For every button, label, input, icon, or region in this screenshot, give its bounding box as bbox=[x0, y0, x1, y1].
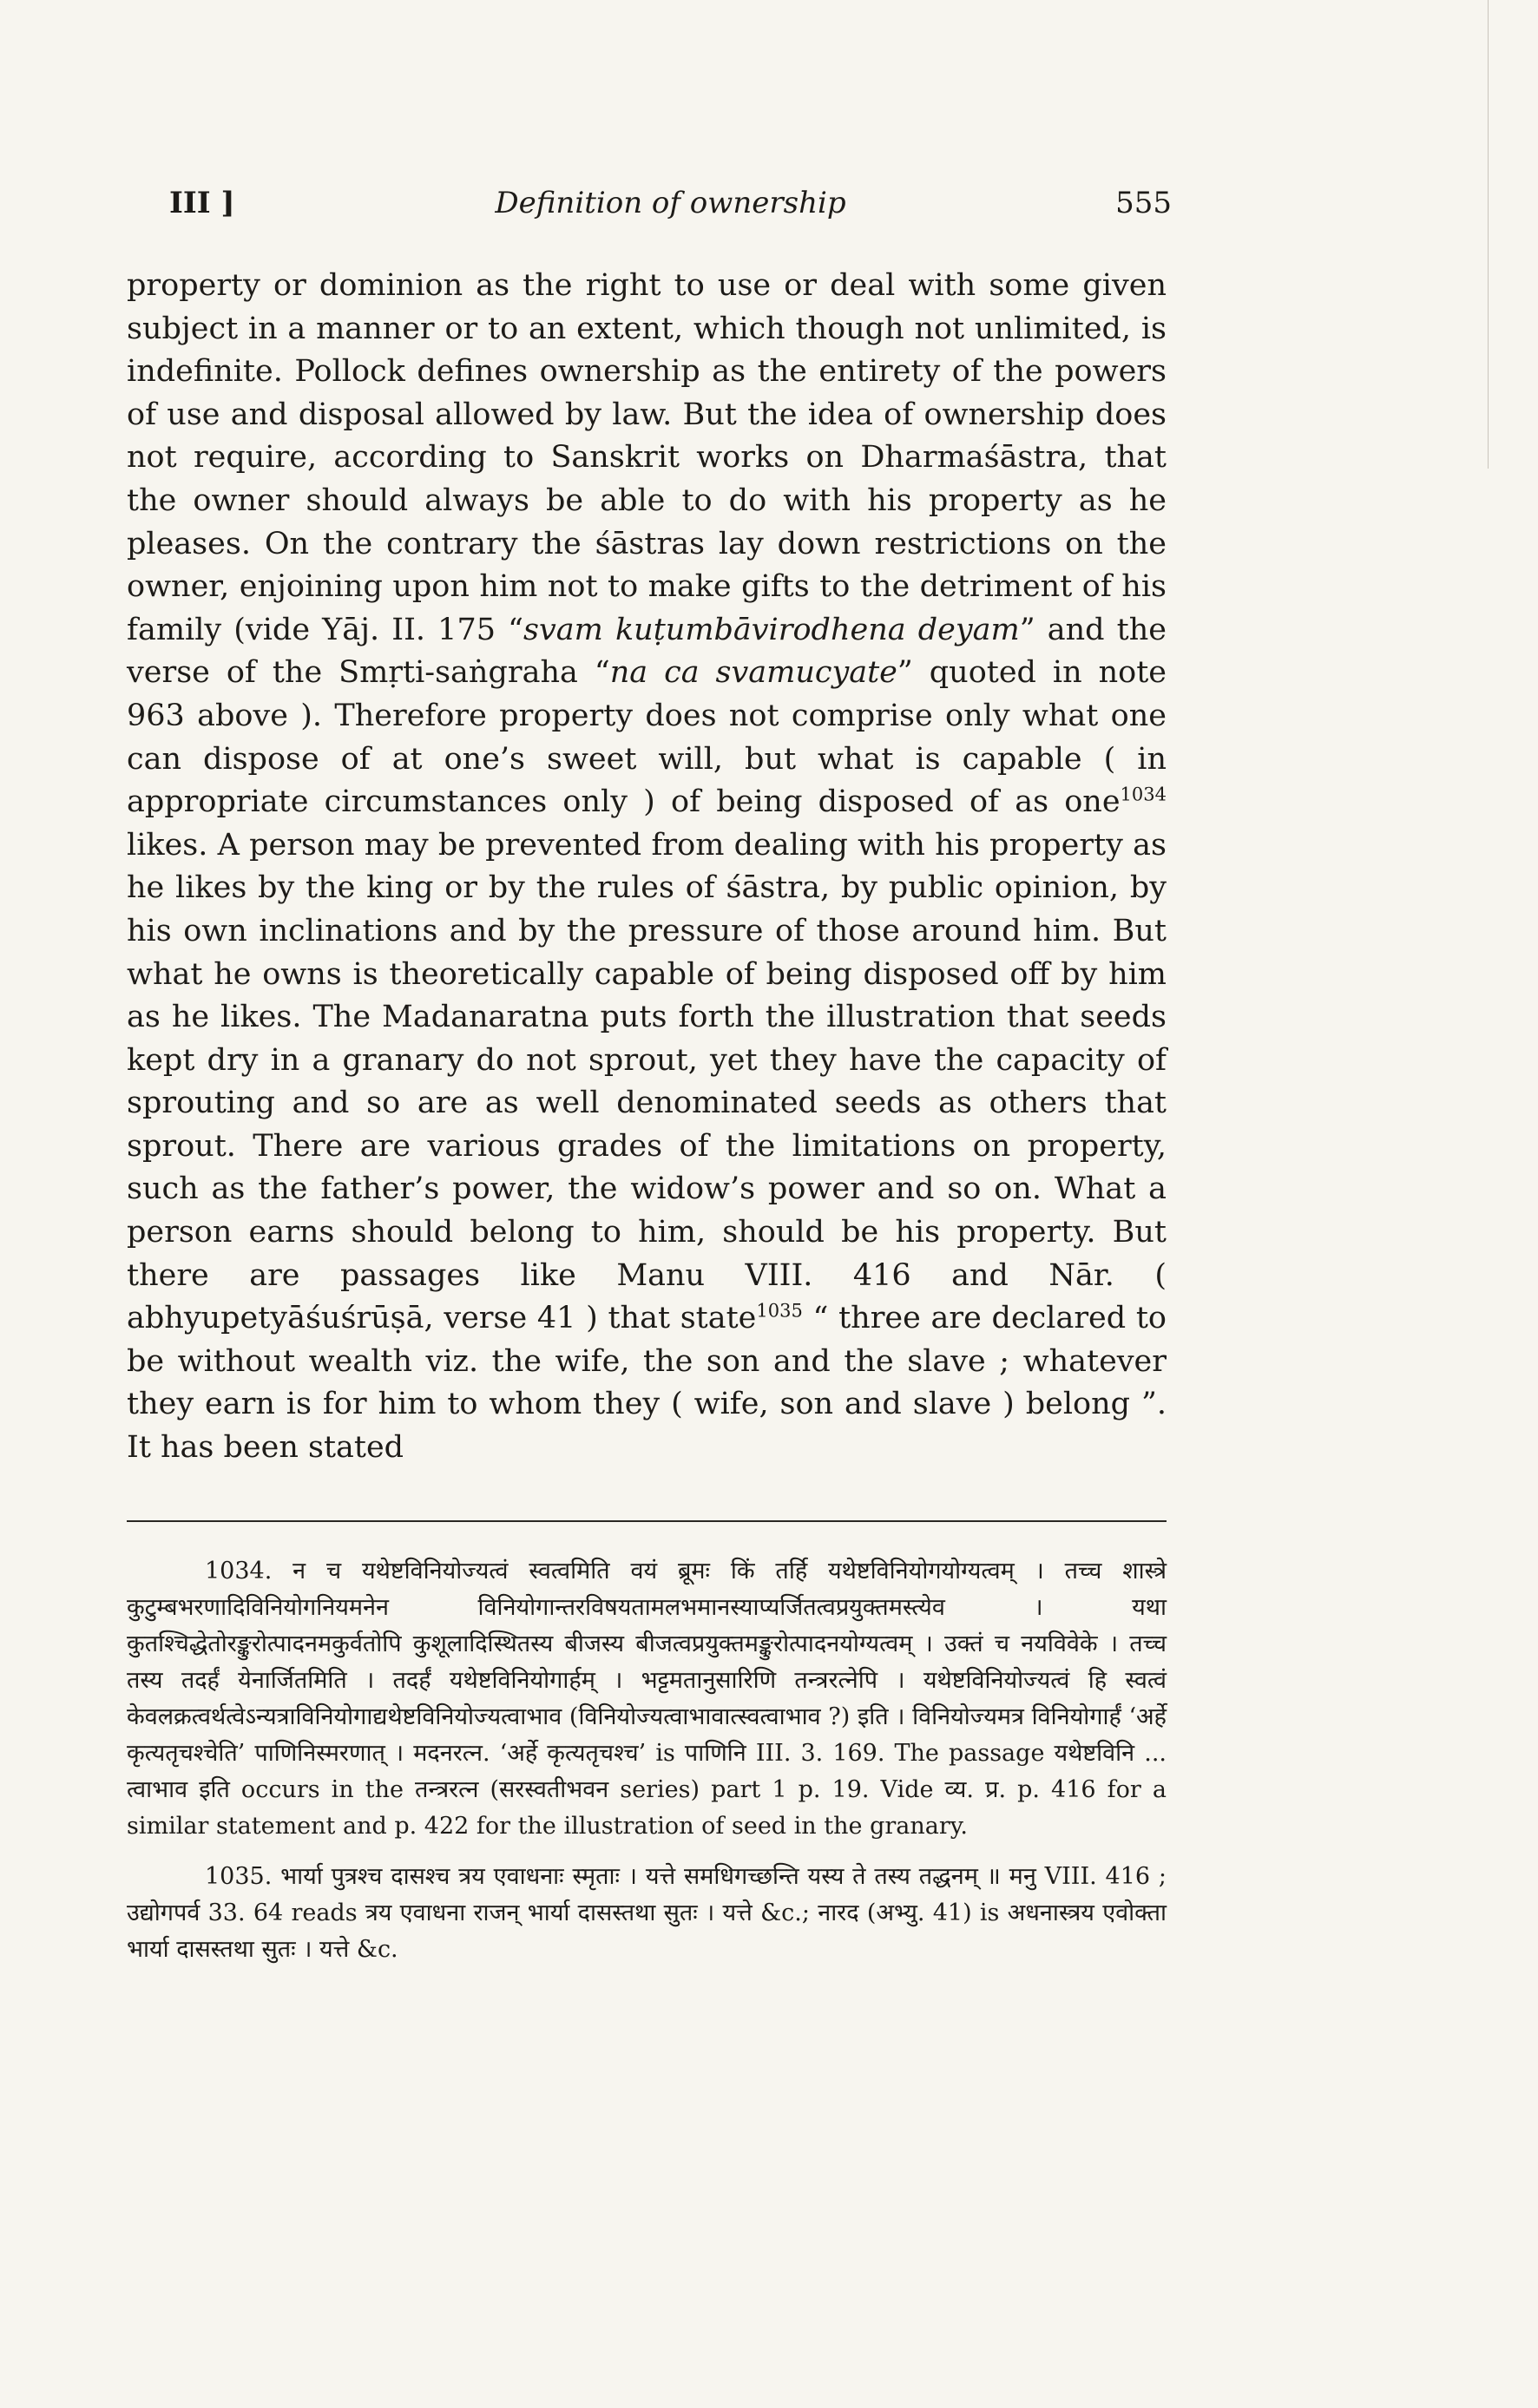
running-title: Definition of ownership bbox=[495, 186, 846, 220]
footnote-divider bbox=[127, 1520, 1167, 1522]
quoted-sanskrit: na ca svamucyate bbox=[609, 655, 897, 691]
text-run: likes. A person may be prevented from dealing with his property as he likes by the king or by the rules of śāstra, by public opinion, by his own inclinations and by the pressure of those around him. But what he owns is theoretically capable of being disposed off by him as he likes. The Madanaratna puts forth the illustration that seeds kept dry in a granary do not sprout, yet they have the capacity of sprouting and so are as well denominated seeds as others that sprout. There are various grades of the limitations on property, such as the father’s power, the widow’s power and so on. What a person earns should belong to him, should be his property. But there are passages like Manu VIII. 416 and Nār. ( abhyupetyāśuśrūṣā, verse 41 ) that state bbox=[127, 827, 1167, 1336]
main-text bbox=[127, 265, 1167, 1470]
footnote-1034: 1034. न च यथेष्टविनियोज्यत्वं स्वत्वमिति वयं ब्रूमः किं तर्हि यथेष्टविनियोगयोग्यत्वम् । तच्च शास्त्रे कुटुम्बभरणादिविनियोगनियमनेन विनियोगान्तरविषयतामलभमानस्याप्यर्जितत्वप्रयुक्तमस्त्येव । यथा कुतश्चिद्धेतोरङ्कुरोत्पादनमकुर्वतोपि कुशूलादिस्थितस्य बीजस्य बीजत्वप्रयुक्तमङ्कुरोत्पादनयोग्यत्वम् । उक्तं च नयविवेके । तच्च तस्य तदर्हं येनार्जितमिति । तदर्हं यथेष्टविनियोगार्हम् । भट्टमतानुसारिणि तन्त्ररत्नेपि । यथेष्टविनियोज्यत्वं हि स्वत्वं केवलक्रत्वर्थत्वेऽन्यत्राविनियोगाद्यथेष्टविनियोज्यत्वाभाव (विनियोज्यत्वाभावात्स्वत्वाभाव ?) इति । विनियोज्यमत्र विनियोगार्हं ‘अर्हे कृत्यतृचश्चेति’ पाणिनिस्मरणात् । मदनरत्न. ‘अर्हे कृत्यतृचश्च’ is पाणिनि III. 3. 169. The passage यथेष्टविनि ... त्वाभाव इति occurs in the तन्त्ररत्न (सरस्वतीभवन series) part 1 p. 19. Vide व्य. प्र. p. 416 for a similar statement and p. 422 for the illustration of seed in the granary. bbox=[127, 1558, 1167, 1840]
text-run: “ three are declared to be without wealth viz. the wife, the son and the slave ; whatever they earn is for him to whom they ( wife, son and slave ) belong ”. It has been stated bbox=[127, 1301, 1167, 1466]
text-run: property or dominion as the right to use or deal with some given subject in a manner or to an extent, which though not unlimited, is indefinite. Pollock defines ownership as the entirety of the powers of use and disposal allowed by law. But the idea of ownership does not require, according to Sanskrit works on Dharmaśāstra, that the owner should always be able to do with his property as he pleases. On the contrary the śāstras lay down restrictions on the owner, enjoining upon him not to make gifts to the detriment of his family (vide Yāj. II. 175 “ bbox=[127, 268, 1167, 647]
footnotes bbox=[127, 1553, 1167, 1982]
running-header bbox=[169, 186, 1172, 238]
margin-line bbox=[1488, 0, 1489, 469]
chapter-number: III ] bbox=[169, 186, 235, 220]
footnote-ref-1034: 1034 bbox=[1120, 784, 1167, 805]
text-run: ” quoted in note 963 above ). Therefore property does not comprise only what one can dispose of at one’s sweet will, but what is capable ( in appropriate circumstances only ) of being disposed of as one bbox=[127, 655, 1167, 820]
footnote-ref-1035: 1035 bbox=[756, 1300, 803, 1322]
page-number: 555 bbox=[1115, 186, 1172, 220]
footnote-1035: 1035. भार्या पुत्रश्च दासश्च त्रय एवाधनाः स्मृताः । यत्ते समधिगच्छन्ति यस्य ते तस्य तद्धनम् ॥ मनु VIII. 416 ; उद्योगपर्व 33. 64 reads त्रय एवाधना राजन् भार्या दासस्तथा सुतः । यत्ते &c.; नारद (अभ्यु. 41) is अधनास्त्रय एवोक्ता भार्या दासस्तथा सुतः । यत्ते &c. bbox=[127, 1863, 1167, 1963]
body-paragraph bbox=[127, 265, 1167, 1470]
quoted-sanskrit: svam kuṭumbāvirodhena deyam bbox=[523, 612, 1020, 647]
text-run: ” and the verse of the Smṛti-saṅgraha “ bbox=[127, 612, 1167, 691]
